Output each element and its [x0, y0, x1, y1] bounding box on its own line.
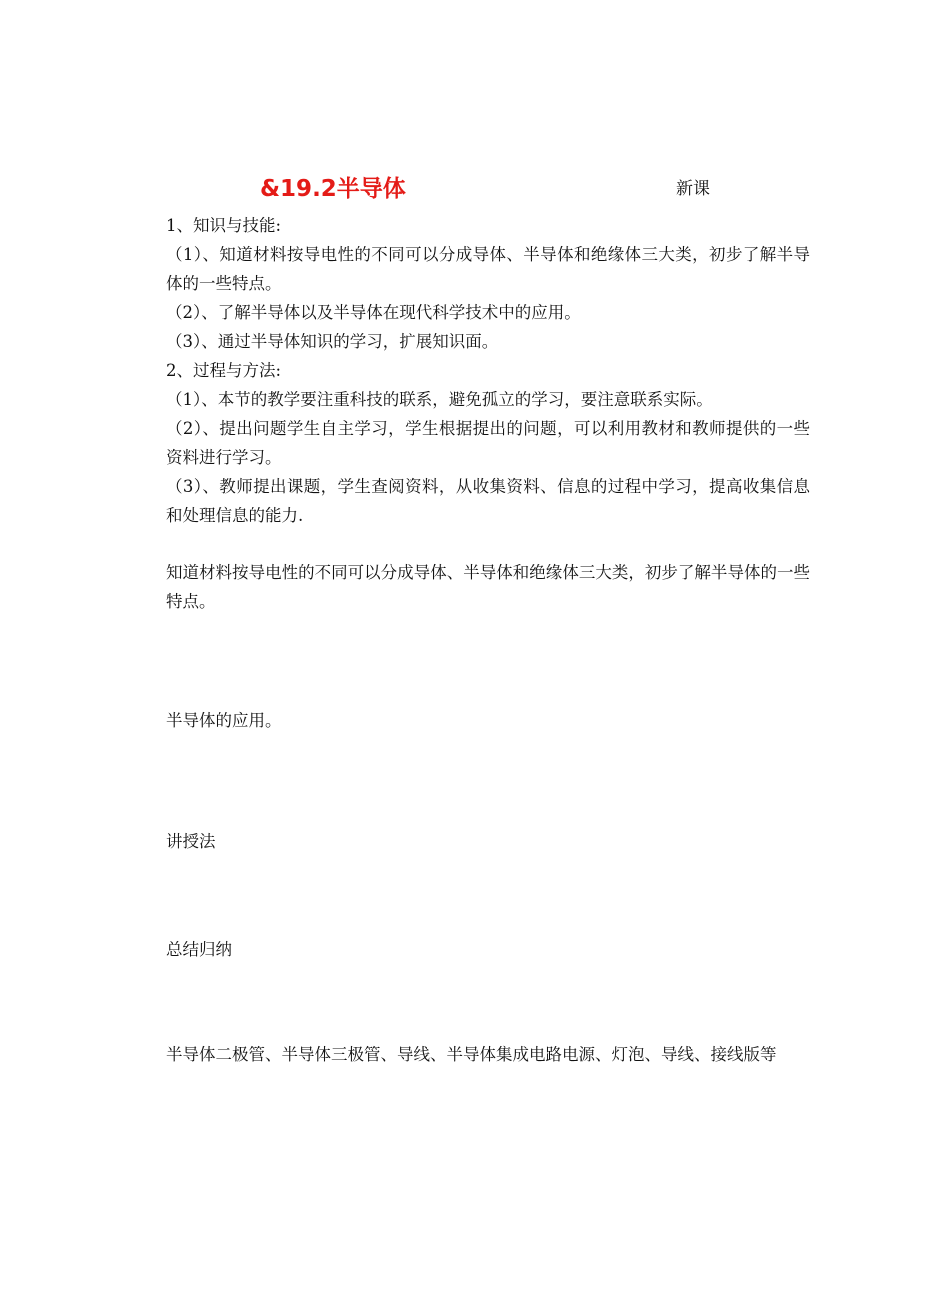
knowledge-item-2: （2）、了解半导体以及半导体在现代科学技术中的应用。 — [166, 303, 581, 322]
teaching-materials-text: 半导体二极管、半导体三极管、导线、半导体集成电路电源、灯泡、导线、接线版等 — [166, 1045, 777, 1064]
knowledge-item-1: （1）、知道材料按导电性的不同可以分成导体、半导体和绝缘体三大类，初步了解半导体的一些特点。 — [166, 245, 810, 293]
key-point-text: 知道材料按导电性的不同可以分成导体、半导体和绝缘体三大类，初步了解半导体的一些特点。 — [166, 563, 810, 611]
process-item-3: （3）、教师提出课题，学生查阅资料，从收集资料、信息的过程中学习，提高收集信息和处理信息的能力. — [166, 477, 810, 525]
study-method-text: 总结归纳 — [166, 940, 232, 959]
lesson-title: &19.2半导体 — [260, 176, 406, 202]
process-item-1: （1）、本节的教学要注重科技的联系，避免孤立的学习，要注意联系实际。 — [166, 390, 713, 409]
teaching-method-text: 讲授法 — [166, 832, 216, 851]
difficulty-text: 半导体的应用。 — [166, 711, 282, 730]
process-item-2: （2）、提出问题学生自主学习，学生根据提出的问题，可以利用教材和教师提供的一些资料进行学习。 — [166, 419, 810, 467]
lesson-type-label: 新课 — [676, 179, 710, 199]
process-heading: 2、过程与方法: — [166, 361, 282, 380]
objectives-section — [166, 211, 810, 530]
knowledge-item-3: （3）、通过半导体知识的学习，扩展知识面。 — [166, 332, 499, 351]
knowledge-heading: 1、知识与技能: — [166, 216, 282, 235]
